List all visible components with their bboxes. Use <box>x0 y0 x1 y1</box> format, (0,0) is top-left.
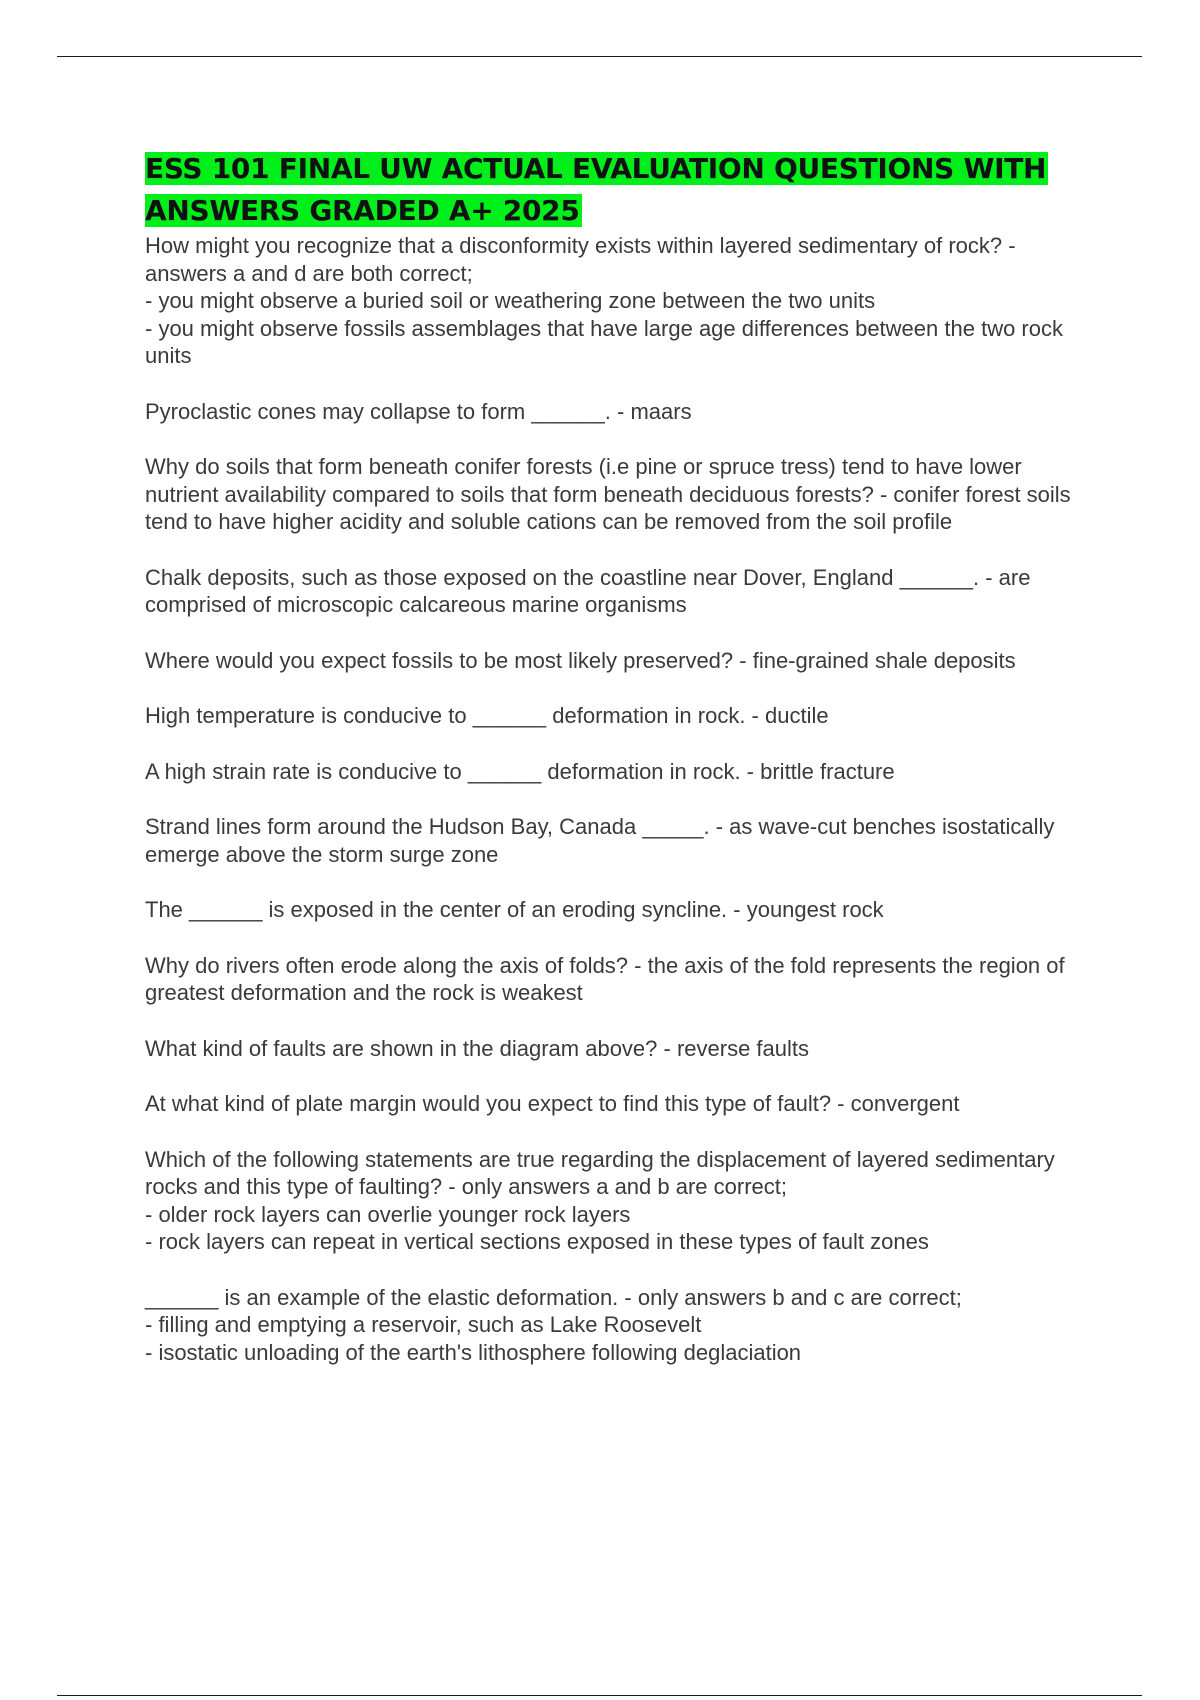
question-answer-item <box>145 758 1095 786</box>
question-answer-text: ______ is an example of the elastic deformation. - only answers b and c are correct; <box>145 1284 962 1310</box>
question-answer-text: High temperature is conducive to ______ deformation in rock. - ductile <box>145 703 829 728</box>
question-answer-text: The ______ is exposed in the center of an eroding syncline. - youngest rock <box>145 897 884 922</box>
document-title <box>145 148 1095 232</box>
question-answer-text: At what kind of plate margin would you expect to find this type of fault? - convergent <box>145 1091 960 1116</box>
question-answer-item <box>145 564 1095 619</box>
answer-option: - rock layers can repeat in vertical sections exposed in these types of fault zones <box>145 1229 929 1254</box>
answer-option: - older rock layers can overlie younger rock layers <box>145 1201 631 1227</box>
question-answer-text: How might you recognize that a disconformity exists within layered sedimentary of rock? - answers a and d are both correct; <box>145 233 1016 286</box>
header-rule <box>57 56 1142 57</box>
question-answer-item <box>145 702 1095 730</box>
document-title-highlight: ESS 101 FINAL UW ACTUAL EVALUATION QUESTIONS WITH ANSWERS GRADED A+ 2025 <box>145 152 1047 227</box>
question-answer-text: A high strain rate is conducive to ______ deformation in rock. - brittle fracture <box>145 758 895 784</box>
question-answer-item <box>145 896 1095 924</box>
question-answer-item <box>145 813 1095 868</box>
question-answer-text: Strand lines form around the Hudson Bay, Canada _____. - as wave-cut benches isostatically emerge above the storm surge zone <box>145 814 1055 867</box>
question-answer-item <box>145 1284 1095 1367</box>
answer-option: - isostatic unloading of the earth's lithosphere following deglaciation <box>145 1339 802 1365</box>
question-answer-text: Why do soils that form beneath conifer forests (i.e pine or spruce tress) tend to have lower nutrient availability compared to soils that form beneath deciduous forests? - conifer forest soils tend to have higher acidity and soluble cations can be removed from the soil profile <box>145 454 1071 534</box>
question-answer-item <box>145 453 1095 536</box>
answer-option: - filling and emptying a reservoir, such as Lake Roosevelt <box>145 1312 702 1337</box>
question-answer-text: What kind of faults are shown in the diagram above? - reverse faults <box>145 1035 810 1061</box>
question-answer-text: Pyroclastic cones may collapse to form ______. - maars <box>145 398 692 424</box>
question-answer-item <box>145 647 1095 675</box>
question-answer-item <box>145 398 1095 426</box>
question-answer-item <box>145 1035 1095 1063</box>
question-answer-list <box>145 232 1095 1366</box>
document-body <box>145 148 1095 1394</box>
question-answer-text: Where would you expect fossils to be most likely preserved? - fine-grained shale deposits <box>145 647 1016 673</box>
question-answer-item <box>145 232 1095 370</box>
question-answer-item <box>145 1090 1095 1118</box>
question-answer-item <box>145 1146 1095 1256</box>
question-answer-text: Why do rivers often erode along the axis of folds? - the axis of the fold represents the region of greatest deformation and the rock is weakest <box>145 952 1065 1005</box>
answer-option: - you might observe fossils assemblages that have large age differences between the two rock units <box>145 315 1063 368</box>
question-answer-item <box>145 952 1095 1007</box>
question-answer-text: Chalk deposits, such as those exposed on the coastline near Dover, England ______. - are comprised of microscopic calcareous marine organisms <box>145 564 1031 617</box>
footer-rule <box>57 1695 1142 1696</box>
question-answer-text: Which of the following statements are true regarding the displacement of layered sedimentary rocks and this type of faulting? - only answers a and b are correct; <box>145 1146 1055 1199</box>
answer-option: - you might observe a buried soil or weathering zone between the two units <box>145 288 876 313</box>
